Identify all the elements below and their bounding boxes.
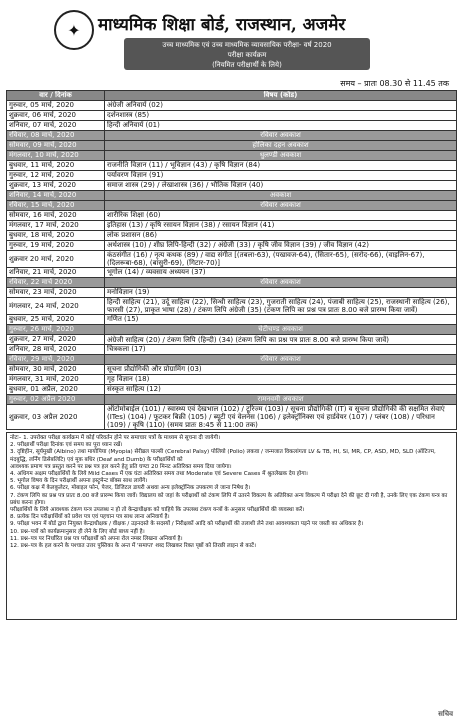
holiday-row (7, 191, 457, 201)
holiday-row (7, 355, 457, 365)
subject-cell: हिन्दी साहित्य (21), उर्दू साहित्य (22), सिन्धी साहित्य (23), गुजराती साहित्य (24), पंजाबी साहित्य (25), राजस्थानी साहित्य (26), फारसी (27), प्राकृत भाषा (28) / टंकण लिपि अंग्रेजी (35) (टंकण लिपि का प्रश्न पत्र प्रातः 8.00 बजे प्रारम्भ किया जावें) (105, 298, 457, 315)
holiday-label: रामनवमी अवकाश (105, 395, 457, 405)
day-date-cell: मंगलवार, 31 मार्च, 2020 (7, 375, 105, 385)
day-date-cell: रविवार, 29 मार्च, 2020 (7, 355, 105, 365)
day-date-cell: सोमवार, 23 मार्च, 2020 (7, 288, 105, 298)
note-item: 11. प्रश्न–पत्र पर निर्धारित प्रश्न पत्र परीक्षार्थी को अपना रोल नम्बर लिखना अनिवार्य है। (10, 535, 183, 542)
table-row (7, 171, 457, 181)
subject-cell: इतिहास (13) / कृषि रसायन विज्ञान (38) / रसायन विज्ञान (41) (105, 221, 457, 231)
note-item: 5. भूगोल विषय के दिन परीक्षार्थी अपना इस्ट्रूमेन्ट बॉक्स साथ लायेंगे। (10, 478, 148, 485)
table-row (7, 335, 457, 345)
table-row (7, 385, 457, 395)
table-row (7, 288, 457, 298)
table-row (7, 231, 457, 241)
day-date-cell: रविवार, 22 मार्च 2020 (7, 278, 105, 288)
subject-cell: चित्रकला (17) (105, 345, 457, 355)
subject-cell: ऑटोमोबाईल (101) / स्वास्थ्य एवं देखभाल (102) / टूरिज्म (103) / सूचना प्रौद्योगिकी (IT) व सूचना प्रौद्योगिकी की सक्षमित सेवाएं (ITes) (104) / फूटकर बिक्री (105) / ब्यूटी एवं वेलनेस (106) / इलेक्ट्रॉनिक्स एवं हार्डवेयर (107) / प्लंबर (108) / परिधान (109) / कृषि (110) (समय प्रातः 8:45 से 11:00 तक) (105, 405, 457, 430)
table-row (7, 221, 457, 231)
note-item: परीक्षार्थियों के लिये आवश्यक टंकण यन्त्र उपलब्ध न हो तो केन्द्राधीक्षक को चाहिये कि उपलब्ध टंकण यन्त्रों के अनुसार परीक्षार्थियों की व्यवस्था करें। (10, 507, 305, 514)
day-date-cell: शुक्रवार 20 मार्च, 2020 (7, 251, 105, 268)
subject-cell: सूचना प्रौद्योगिकी और प्रोग्रामिंग (03) (105, 365, 457, 375)
notes-section (6, 432, 457, 620)
signature: सचिव (438, 710, 453, 718)
day-date-cell: सोमवार, 09 मार्च, 2020 (7, 141, 105, 151)
table-row (7, 161, 457, 171)
banner-line-3: (नियमित परीक्षार्थी के लिये) (212, 61, 282, 69)
note-item: 9. परीक्षा भवन में बोर्ड द्वारा नियुक्त केन्द्राधीक्षक / वीक्षक / उड़नदस्ते के सदस्यों / निरीक्षकों आदि को परीक्षार्थी की तलाशी लेने तथा आवश्यकता पड़ने पर जब्ती का अधिकार है। (10, 521, 364, 528)
holiday-row (7, 325, 457, 335)
note-item: 6. परीक्षा कक्ष में केलकुलेटर, मोबाइल फोन, पेजर, डिजिटल डायरी अथवा अन्य इलेक्ट्रॉनिक उपकरण ले जाना निषेध है। (10, 485, 251, 492)
holiday-row (7, 395, 457, 405)
table-row (7, 268, 457, 278)
holiday-row (7, 278, 457, 288)
subject-cell: शारीरिक शिक्षा (60) (105, 211, 457, 221)
day-date-cell: गुरुवार, 19 मार्च, 2020 (7, 241, 105, 251)
subject-cell: दर्शनशास्त्र (85) (105, 111, 457, 121)
table-row (7, 181, 457, 191)
holiday-label: रविवार अवकाश (105, 355, 457, 365)
subject-cell: समाज शास्त्र (29) / लेखाशास्त्र (36) / भौतिक विज्ञान (40) (105, 181, 457, 191)
note-item: 10. प्रश्न–पत्रों को कार्यक्रमानुसार ही लेने के लिए बोर्ड बाध्य नहीं है। (10, 528, 145, 535)
subject-cell: गणित (15) (105, 315, 457, 325)
subject-cell: हिन्दी अनिवार्य (01) (105, 121, 457, 131)
holiday-label: चेटीचण्ड अवकाश (105, 325, 457, 335)
day-date-cell: बुधवार, 18 मार्च, 2020 (7, 231, 105, 241)
header-subject: विषय (कोड) (105, 91, 457, 101)
table-header-row (7, 91, 457, 101)
subject-cell: अंग्रेजी साहित्य (20) / टंकण लिपि (हिन्दी) (34) (टंकण लिपि का प्रश्न पत्र प्रातः 8.00 बजे प्रारम्भ किया जावें) (105, 335, 457, 345)
header (6, 4, 457, 90)
day-date-cell: शनिवार, 21 मार्च, 2020 (7, 268, 105, 278)
day-date-cell: शुक्रवार, 03 अप्रैल 2020 (7, 405, 105, 430)
holiday-row (7, 151, 457, 161)
table-row (7, 251, 457, 268)
banner-line-2: परीक्षा कार्यक्रम (227, 51, 267, 59)
banner-line-1: उच्च माध्यमिक एवं उच्च माध्यमिक व्यावसायिक परीक्षा- वर्ष 2020 (162, 41, 332, 49)
exam-banner (124, 38, 370, 70)
day-date-cell: गुरुवार, 05 मार्च, 2020 (7, 101, 105, 111)
table-row (7, 298, 457, 315)
table-row (7, 315, 457, 325)
holiday-label: अवकाश (105, 191, 457, 201)
note-item: 7. टंकण लिपि का प्रश्न पत्र प्रातः 8.00 बजे प्रारम्भ किया जावें। विद्यालय को जहां के परीक्षार्थी को टंकण लिपि में उतरने विकल्प के अतिरिक्त अन्य विकल्प में परीक्षा देने की छूट दी गयी है, उनके लिए एक टंकण यन्त्र का प्रबंध करना होगा। (10, 492, 448, 506)
note-item: नोटः– 1. उपरोक्त परीक्षा कार्यक्रम में कोई परिवर्तन होने पर समाचार पत्रों के माध्यम से सूचना दी जायेगी। (10, 435, 221, 441)
day-date-cell: बुधवार, 01 अप्रैल, 2020 (7, 385, 105, 395)
day-date-cell: बुधवार, 25 मार्च, 2020 (7, 315, 105, 325)
holiday-row (7, 131, 457, 141)
holiday-label: रविवार अवकाश (105, 278, 457, 288)
table-row (7, 405, 457, 430)
table-row (7, 101, 457, 111)
table-row (7, 375, 457, 385)
subject-cell: पर्यावरण विज्ञान (91) (105, 171, 457, 181)
day-date-cell: गुरुवार, 12 मार्च, 2020 (7, 171, 105, 181)
day-date-cell: मंगलवार, 10 मार्च, 2020 (7, 151, 105, 161)
note-item: 12. प्रश्न–पत्र के हल करने के पश्चात उत्तर पुस्तिका के अन्त में 'समाप्त' शब्द लिखकर रिक्त पृष्ठों को तिरछी लाइन से काटें। (10, 543, 257, 550)
day-date-cell: बुधवार, 11 मार्च, 2020 (7, 161, 105, 171)
day-date-cell: सोमवार, 16 मार्च, 2020 (7, 211, 105, 221)
day-date-cell: शनिवार, 14 मार्च, 2020 (7, 191, 105, 201)
header-day: वार / दिनांक (7, 91, 105, 101)
board-title: माध्यमिक शिक्षा बोर्ड, राजस्थान, अजमेर (98, 15, 346, 35)
holiday-label: होलिका दहन अवकाश (105, 141, 457, 151)
day-date-cell: गुरुवार, 26 मार्च, 2020 (7, 325, 105, 335)
holiday-row (7, 201, 457, 211)
note-item: 2. परीक्षार्थी परीक्षा दिनांक एवं समय का पूरा ध्यान रखें। (10, 442, 123, 449)
subject-cell: लोक प्रशासन (86) (105, 231, 457, 241)
day-date-cell: गुरुवार, 02 अप्रैल 2020 (7, 395, 105, 405)
holiday-label: धुलण्डी अवकाश (105, 151, 457, 161)
table-row (7, 111, 457, 121)
table-row (7, 241, 457, 251)
day-date-cell: शुक्रवार, 13 मार्च, 2020 (7, 181, 105, 191)
table-row (7, 345, 457, 355)
exam-time: समय – प्रातः 08.30 से 11.45 तक (340, 79, 449, 88)
day-date-cell: शनिवार, 07 मार्च, 2020 (7, 121, 105, 131)
board-emblem-icon: ✦ (54, 10, 94, 50)
subject-cell: मनोविज्ञान (19) (105, 288, 457, 298)
holiday-label: रविवार अवकाश (105, 131, 457, 141)
day-date-cell: रविवार, 15 मार्च, 2020 (7, 201, 105, 211)
subject-cell: गृह विज्ञान (18) (105, 375, 457, 385)
day-date-cell: शुक्रवार, 06 मार्च, 2020 (7, 111, 105, 121)
table-row (7, 211, 457, 221)
day-date-cell: सोमवार, 30 मार्च, 2020 (7, 365, 105, 375)
table-row (7, 121, 457, 131)
subject-cell: राजनीति विज्ञान (11) / भूविज्ञान (43) / कृषि विज्ञान (84) (105, 161, 457, 171)
subject-cell: भूगोल (14) / व्यवसाय अध्ययन (37) (105, 268, 457, 278)
day-date-cell: मंगलवार, 17 मार्च, 2020 (7, 221, 105, 231)
subject-cell: अर्थशास्त्र (10) / शीघ्र लिपि-हिन्दी (32) / अंग्रेजी (33) / कृषि जीव विज्ञान (39) / जीव विज्ञान (42) (105, 241, 457, 251)
day-date-cell: मंगलवार, 24 मार्च, 2020 (7, 298, 105, 315)
note-item: 8. प्रत्येक दिन परीक्षार्थियों को प्रवेश पत्र एवं पहचान पत्र साथ लाना अनिवार्य है। (10, 514, 170, 521)
schedule-rows (7, 101, 457, 430)
note-item: 3. दृष्टिहीन, सूर्यमुखी (Albino) तथा मायोपिया (Myopia) सेरीब्रल पाल्सी (Cerebral Palsy) पोलियो (Polio) लकवा / जन्मजात विकलांगता LV & TB, HI, SI, MR, CP, ASD, MD, SLD (ऑटिज्म, मंदबुद्धि, लर्निंग डिसेबलिटि) एवं मूक बधिर (Deaf and Dumb) के परीक्षार्थियों को (10, 449, 436, 463)
subject-cell: संस्कृत साहित्य (12) (105, 385, 457, 395)
subject-cell: कंठसंगीत (16) / नृत्य कथक (89) / वाद्य संगीत [(तबला-63), (पखावज-64), (सितार-65), (सरोद-66), (वाइलिन-67), (दिलरूबा-68), (बांसुरी-69), (गिटार-70)] (105, 251, 457, 268)
subject-cell: अंग्रेजी अनिवार्य (02) (105, 101, 457, 111)
holiday-row (7, 141, 457, 151)
day-date-cell: शुक्रवार, 27 मार्च, 2020 (7, 335, 105, 345)
note-item: 4. अधिगम अक्षम परीक्षार्थियों के लिये Mild Cases में एक घंटा अतिरिक्त समय तथा Moderate एवं Severe Cases में श्रुतलेखक देय होगा। (10, 471, 308, 478)
note-item: आवश्यक प्रमाण पत्र प्रस्तुत करने पर प्रश्न पत्र हल करने हेतु प्रति घण्टा 20 मिनट अतिरिक्त समय दिया जायेगा। (10, 463, 232, 470)
day-date-cell: रविवार, 08 मार्च, 2020 (7, 131, 105, 141)
day-date-cell: शनिवार, 28 मार्च, 2020 (7, 345, 105, 355)
holiday-label: रविवार अवकाश (105, 201, 457, 211)
schedule-table (6, 90, 457, 430)
table-row (7, 365, 457, 375)
